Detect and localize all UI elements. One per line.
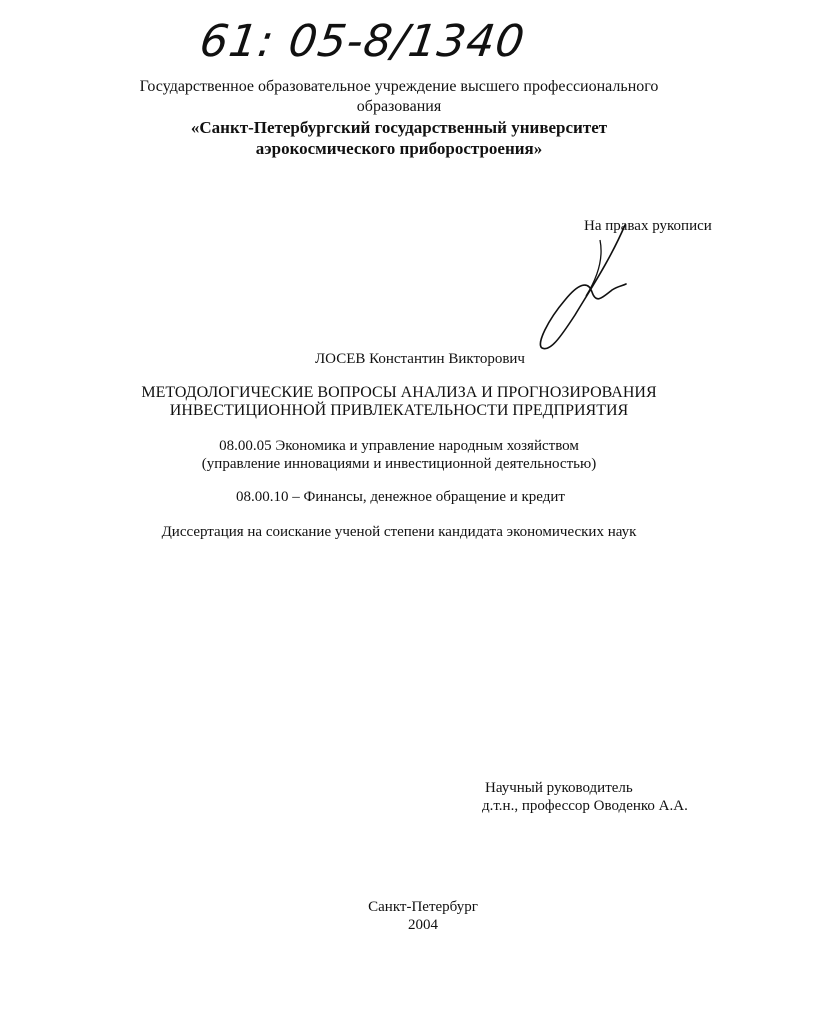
- supervisor-name: д.т.н., профессор Оводенко А.А.: [482, 798, 688, 814]
- specialty2-line1: 08.00.10 – Финансы, денежное обращение и кредит: [236, 489, 565, 505]
- year: 2004: [408, 917, 438, 933]
- institution-line2: образования: [356, 98, 442, 115]
- author-name: ЛОСЕВ Константин Викторович: [315, 351, 525, 367]
- university-line2: аэрокосмического приборостроения»: [255, 139, 543, 158]
- catalog-number: 61: 05-8/1340: [196, 16, 529, 67]
- signature: [530, 220, 640, 360]
- university-line1: «Санкт-Петербургский государственный университет: [190, 118, 608, 137]
- title-line1: МЕТОДОЛОГИЧЕСКИЕ ВОПРОСЫ АНАЛИЗА И ПРОГНОЗИРОВАНИЯ: [141, 384, 657, 401]
- dissertation-type: Диссертация на соискание ученой степени кандидата экономических наук: [161, 524, 637, 540]
- specialty1-line1: 08.00.05 Экономика и управление народным хозяйством: [219, 438, 579, 454]
- rights-note: На правах рукописи: [584, 218, 712, 234]
- city: Санкт-Петербург: [368, 899, 478, 915]
- supervisor-label: Научный руководитель: [485, 780, 633, 796]
- specialty1-line2: (управление инновациями и инвестиционной деятельностью): [201, 456, 597, 472]
- title-line2: ИНВЕСТИЦИОННОЙ ПРИВЛЕКАТЕЛЬНОСТИ ПРЕДПРИЯТИЯ: [169, 402, 629, 419]
- institution-line1: Государственное образовательное учреждение высшего профессионального: [139, 78, 659, 95]
- catalog-number-handwritten: [195, 8, 529, 68]
